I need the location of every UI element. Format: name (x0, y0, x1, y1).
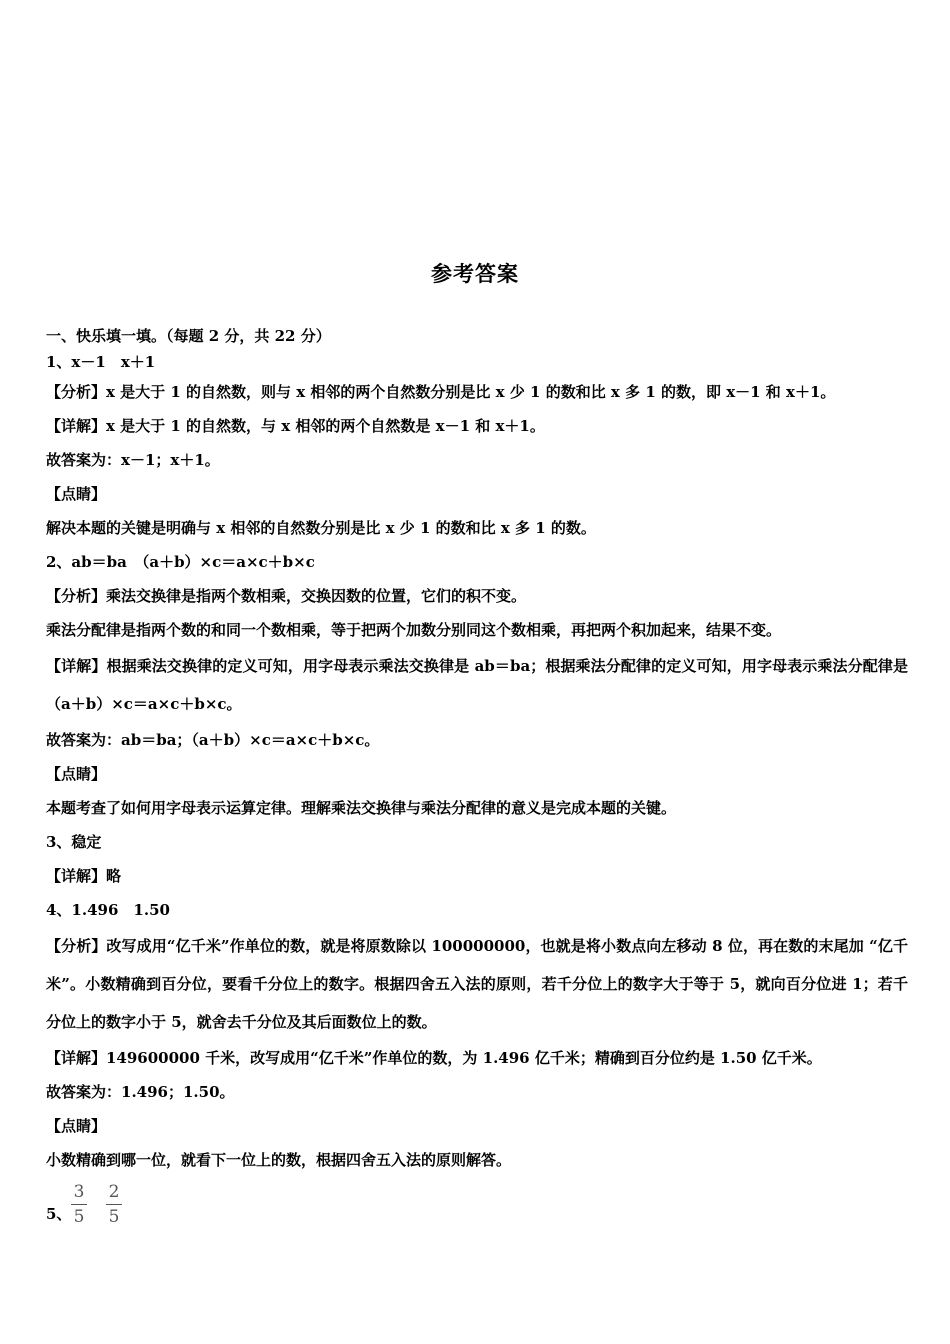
q1-detail: 【详解】x 是大于 1 的自然数，与 x 相邻的两个自然数是 x－1 和 x＋1。 (46, 417, 545, 435)
q1-answer: 1、x－1 x＋1 (46, 353, 156, 371)
fraction-numerator: 3 (73, 1182, 85, 1202)
fraction-bar (71, 1204, 87, 1205)
q4-tip: 小数精确到哪一位，就看下一位上的数，根据四舍五入法的原则解答。 (46, 1151, 512, 1169)
fraction-denominator: 5 (73, 1207, 85, 1227)
page-title: 参考答案 (431, 261, 519, 286)
q1-tip-label: 【点睛】 (46, 485, 107, 503)
fraction-bar (106, 1204, 122, 1205)
q3-answer: 3、稳定 (46, 833, 102, 851)
q2-analysis-1: 【分析】乘法交换律是指两个数相乘，交换因数的位置，它们的积不变。 (46, 587, 527, 605)
q4-final-answer: 故答案为：1.496；1.50。 (46, 1083, 235, 1101)
fraction-numerator: 2 (108, 1182, 120, 1202)
q1-tip: 解决本题的关键是明确与 x 相邻的自然数分别是比 x 少 1 的数和比 x 多 1 的数。 (46, 519, 596, 537)
q3-detail: 【详解】略 (46, 867, 122, 885)
q2-answer: 2、ab＝ba （a＋b）×c＝a×c＋b×c (46, 553, 315, 571)
q5-number: 5、 (46, 1205, 72, 1223)
q4-analysis: 【分析】改写成用“亿千米”作单位的数，就是将原数除以 100000000，也就是将小数点向左移动 8 位，再在数的末尾加 “亿千米”。小数精确到百分位，要看千分位上的数字。根据四舍五入法的原则，若千分位上的数字大于等于 5，就向百分位进 1；若千分位上的数字小于 5，就舍去千分位及其后面数位上的数。 (46, 937, 908, 1031)
fraction-3-5 (70, 1181, 88, 1228)
section-header: 一、快乐填一填。（每题 2 分，共 22 分） (46, 327, 331, 345)
fraction-2-5 (105, 1181, 123, 1228)
q1-analysis: 【分析】x 是大于 1 的自然数，则与 x 相邻的两个自然数分别是比 x 少 1 的数和比 x 多 1 的数，即 x－1 和 x＋1。 (46, 383, 836, 401)
q2-tip: 本题考查了如何用字母表示运算定律。理解乘法交换律与乘法分配律的意义是完成本题的关键。 (46, 799, 677, 817)
answer-content (46, 323, 908, 1237)
q2-tip-label: 【点睛】 (46, 765, 107, 783)
q4-answer: 4、1.496 1.50 (46, 901, 170, 919)
q5-answer (46, 1177, 908, 1237)
q2-final-answer: 故答案为：ab＝ba；（a＋b）×c＝a×c＋b×c。 (46, 731, 380, 749)
q4-detail: 【详解】149600000 千米，改写成用“亿千米”作单位的数，为 1.496 亿千米；精确到百分位约是 1.50 亿千米。 (46, 1049, 822, 1067)
q2-analysis-2: 乘法分配律是指两个数的和同一个数相乘，等于把两个加数分别同这个数相乘，再把两个积加起来，结果不变。 (46, 621, 782, 639)
q4-tip-label: 【点睛】 (46, 1117, 107, 1135)
q2-detail: 【详解】根据乘法交换律的定义可知，用字母表示乘法交换律是 ab＝ba；根据乘法分配律的定义可知，用字母表示乘法分配律是（a＋b）×c＝a×c＋b×c。 (46, 657, 908, 713)
fraction-denominator: 5 (108, 1207, 120, 1227)
q1-final-answer: 故答案为：x－1；x＋1。 (46, 451, 220, 469)
